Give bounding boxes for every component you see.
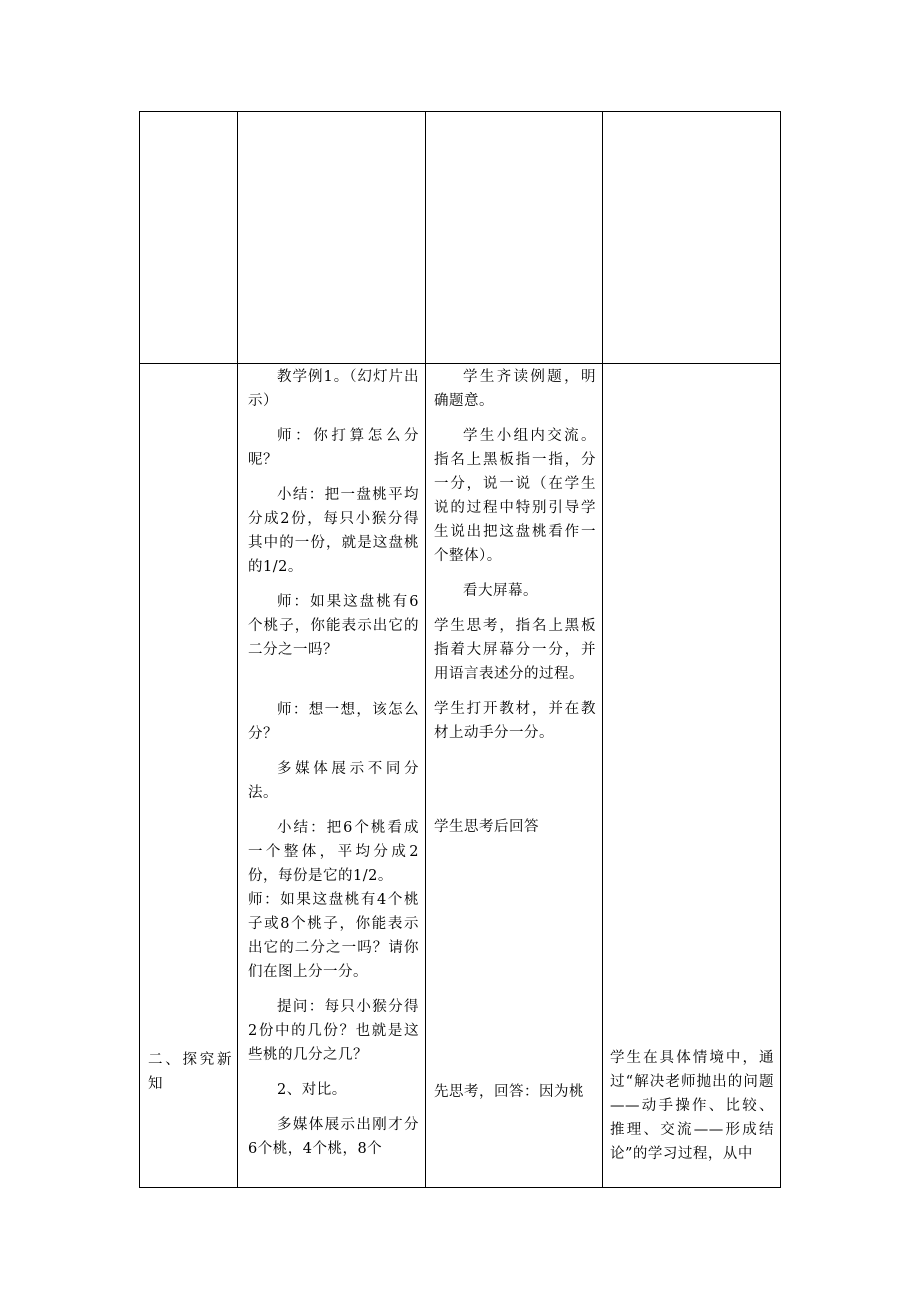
teacher-activity-10: 2、对比。 [277, 1082, 347, 1098]
teacher-activity-4: 师：如果这盘桃有6个桃子，你能表示出它的二分之一吗？ [248, 594, 419, 658]
stage-label-cell [148, 1048, 232, 1107]
teacher-activity-9: 提问：每只小猴分得2份中的几份？也就是这些桃的几分之几？ [248, 999, 419, 1063]
student-activity-cell [434, 365, 596, 1115]
design-intent-cell [610, 1046, 774, 1177]
column-divider-1 [237, 112, 238, 1187]
student-activity-4: 学生思考，指名上黑板指着大屏幕分一分，并用语言表述分的过程。 [434, 618, 596, 682]
teacher-activity-3: 小结：把一盘桃平均分成2份，每只小猴分得其中的一份，就是这盘桃的1/2。 [248, 487, 419, 575]
teacher-activity-1: 教学例1。（幻灯片出示） [248, 369, 419, 409]
lesson-plan-table [139, 111, 781, 1188]
stage-label: 二、探究新知 [148, 1052, 232, 1092]
column-divider-3 [602, 112, 603, 1187]
teacher-activity-7: 小结：把6个桃看成一个整体，平均分成2份，每份是它的1/2。 [248, 820, 419, 884]
teacher-activity-cell [248, 365, 419, 1172]
teacher-activity-5: 师：想一想，该怎么分？ [248, 702, 419, 742]
teacher-activity-6: 多媒体展示不同分法。 [248, 761, 419, 801]
design-intent-text: 学生在具体情境中，通过“解决老师抛出的问题——动手操作、比较、推理、交流——形成结论”的学习过程，从中 [610, 1050, 774, 1162]
student-activity-3: 看大屏幕。 [463, 583, 538, 599]
row-divider [140, 363, 780, 364]
student-activity-2: 学生小组内交流。指名上黑板指一指，分一分，说一说（在学生说的过程中特别引导学生说出把这盘桃看作一个整体）。 [434, 428, 596, 564]
student-activity-1: 学生齐读例题，明确题意。 [434, 369, 596, 409]
teacher-activity-8: 师：如果这盘桃有4个桃子或8个桃子，你能表示出它的二分之一吗？请你们在图上分一分。 [248, 892, 419, 980]
student-activity-7: 先思考，回答：因为桃 [434, 1084, 584, 1100]
student-activity-6: 学生思考后回答 [434, 819, 539, 835]
teacher-activity-11: 多媒体展示出刚才分6个桃，4个桃，8个 [248, 1117, 419, 1157]
teacher-activity-2: 师：你打算怎么分呢？ [248, 428, 419, 468]
student-activity-5: 学生打开教材，并在教材上动手分一分。 [434, 701, 596, 741]
column-divider-2 [425, 112, 426, 1187]
